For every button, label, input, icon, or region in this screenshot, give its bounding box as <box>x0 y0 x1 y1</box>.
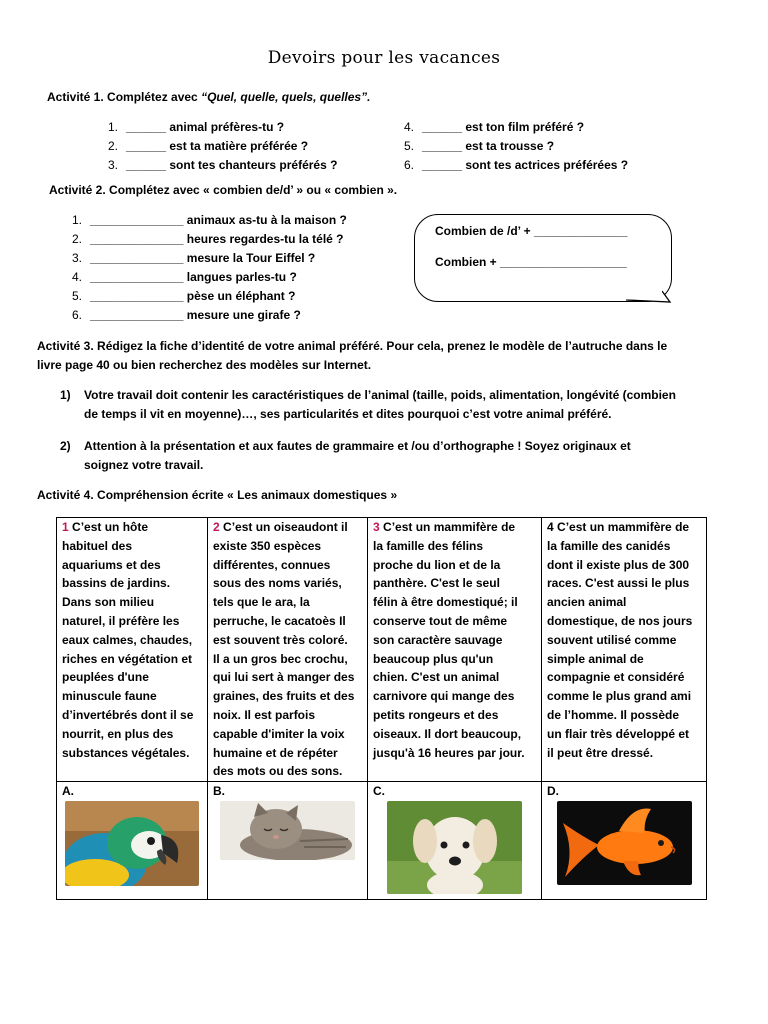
parrot-photo <box>65 801 199 886</box>
item-number: 2. <box>107 139 118 153</box>
activity1-heading <box>47 90 370 104</box>
kitten-photo <box>220 801 355 860</box>
cell-line: C’est un hôte <box>72 520 149 534</box>
item-text: ______ est ta trousse ? <box>422 139 555 153</box>
list-item <box>392 139 628 158</box>
cell-line: souvent utilisé comme <box>547 632 677 647</box>
picture-cell <box>57 782 208 900</box>
cell-line: panthère. C'est le seul <box>373 576 500 591</box>
item-number: 3. <box>71 251 82 265</box>
cell-line: minuscule faune <box>62 689 157 704</box>
activity3-heading-line1: Activité 3. Rédigez la fiche d’identité de votre animal préféré. Pour cela, prenez le modèle de l’autruche dans le <box>37 339 668 353</box>
item-text: ______________ heures regardes-tu la télé ? <box>90 232 344 246</box>
cell-line: habituel des <box>62 538 133 553</box>
cell-line: Dans son milieu <box>62 595 155 610</box>
item-text: ______ est ton film préféré ? <box>422 120 585 134</box>
list-item <box>96 158 337 177</box>
cell-line: bassins de jardins. <box>62 576 171 591</box>
item-text: ______ sont tes chanteurs préférés ? <box>126 158 338 172</box>
item-text: ______________ pèse un éléphant ? <box>90 289 296 303</box>
cell-line: oiseaux. Il dort beaucoup, <box>373 726 522 741</box>
cell-line: chien. C'est un animal <box>373 670 500 685</box>
cell-line: carnivore qui mange des <box>373 689 515 704</box>
activity4-heading: Activité 4. Compréhension écrite « Les animaux domestiques » <box>37 488 398 502</box>
picture-letter: B. <box>213 784 225 799</box>
activity2-heading: Activité 2. Complétez avec « combien de/d’ » ou « combien ». <box>49 183 398 197</box>
item-number: 2. <box>71 232 82 246</box>
activity3-point2 <box>84 437 744 475</box>
animals-table <box>56 517 707 900</box>
picture-letter: D. <box>547 784 559 799</box>
activity3-heading-line2: livre page 40 ou bien recherchez des modèles sur Internet. <box>37 358 372 372</box>
item-number: 6. <box>403 158 414 172</box>
cell-number: 4 <box>547 520 554 534</box>
cell-line: graines, des fruits et des <box>213 689 355 704</box>
description-cell <box>542 518 707 782</box>
cell-line: conserve tout de même <box>373 613 508 628</box>
cell-line: qui lui sert à manger des <box>213 670 355 685</box>
cell-line: il peut être dressé. <box>547 745 654 760</box>
cell-line: beaucoup plus qu'un <box>373 651 494 666</box>
list-item <box>60 251 347 270</box>
list-item <box>392 120 628 139</box>
item-number: 1. <box>71 213 82 227</box>
list-item <box>60 213 347 232</box>
item-text: ______________ mesure la Tour Eiffel ? <box>90 251 316 265</box>
cell-line: substances végétales. <box>62 745 190 760</box>
cell-line: Il a un gros bec crochu, <box>213 651 348 666</box>
cell-line: existe 350 espèces <box>213 538 322 553</box>
cell-line: des mots ou des sons. <box>213 764 343 779</box>
bubble-line-2: Combien + ___________________ <box>435 255 627 269</box>
activity1-right-list <box>392 120 628 177</box>
picture-row <box>57 782 707 900</box>
picture-cell <box>542 782 707 900</box>
cell-line: jusqu'à 16 heures par jour. <box>373 745 525 760</box>
item-number: 5. <box>403 139 414 153</box>
item-number: 6. <box>71 308 82 322</box>
description-cell <box>208 518 368 782</box>
item-number: 4. <box>71 270 82 284</box>
activity1-heading-italic: “Quel, quelle, quels, quelles”. <box>201 90 371 104</box>
cell-line: compagnie et considéré <box>547 670 685 685</box>
activity3-point1-line2: de temps il vit en moyenne)…, ses particularités et dites pourquoi c’est votre animal préféré. <box>84 407 612 421</box>
cell-line: humaine et de répéter <box>213 745 338 760</box>
picture-cell <box>368 782 542 900</box>
cell-line: C’est un mammifère de <box>557 520 690 534</box>
cell-line: nourrit, en plus des <box>62 726 174 741</box>
list-item <box>60 232 347 251</box>
cell-number: 1 <box>62 520 69 534</box>
list-item <box>60 289 347 308</box>
cell-line: son caractère sauvage <box>373 632 503 647</box>
description-row <box>57 518 707 782</box>
picture-letter: A. <box>62 784 74 799</box>
cell-line: comme le plus grand ami <box>547 689 692 704</box>
item-text: ______ est ta matière préférée ? <box>126 139 309 153</box>
activity3-point2-line1: Attention à la présentation et aux fautes de grammaire et /ou d’orthographe ! Soyez originaux et <box>84 439 631 453</box>
cell-line: riches en végétation et <box>62 651 193 666</box>
cell-line: petits rongeurs et des <box>373 707 499 722</box>
cell-line: la famille des félins <box>373 538 484 553</box>
item-text: ______________ langues parles-tu ? <box>90 270 297 284</box>
cell-line: est souvent très coloré. <box>213 632 348 647</box>
cell-line: simple animal de <box>547 651 644 666</box>
picture-cell <box>208 782 368 900</box>
speech-bubble-tail <box>600 290 680 312</box>
item-number: 5. <box>71 289 82 303</box>
cell-line: C’est un oiseaudont il <box>223 520 348 534</box>
cell-line: aquariums et des <box>62 557 161 572</box>
cell-line: races. C'est aussi le plus <box>547 576 690 591</box>
list-item <box>60 270 347 289</box>
description-cell <box>57 518 208 782</box>
cell-line: eaux calmes, chaudes, <box>62 632 193 647</box>
activity3-point1-number: 1) <box>60 388 71 402</box>
item-text: ______________ mesure une girafe ? <box>90 308 301 322</box>
item-number: 4. <box>403 120 414 134</box>
item-number: 3. <box>107 158 118 172</box>
activity3-heading <box>37 337 737 375</box>
cell-line: ancien animal <box>547 595 627 610</box>
cell-line: proche du lion et de la <box>373 557 501 572</box>
activity3-point2-number: 2) <box>60 439 71 453</box>
cell-line: C’est un mammifère de <box>383 520 516 534</box>
cell-line: un flair très développé et <box>547 726 690 741</box>
puppy-photo <box>387 801 522 894</box>
item-text: ______________ animaux as-tu à la maison ? <box>90 213 347 227</box>
item-text: ______ animal préfères-tu ? <box>126 120 285 134</box>
cell-line: noix. Il est parfois <box>213 707 316 722</box>
goldfish-photo <box>557 801 692 885</box>
item-number: 1. <box>107 120 118 134</box>
list-item <box>96 139 337 158</box>
cell-line: peuplées d'une <box>62 670 149 685</box>
cell-line: domestique, de nos jours <box>547 613 693 628</box>
activity3-point2-line2: soignez votre travail. <box>84 458 204 472</box>
description-cell <box>368 518 542 782</box>
cell-line: la famille des canidés <box>547 538 671 553</box>
list-item <box>392 158 628 177</box>
cell-line: dont il existe plus de 300 <box>547 557 690 572</box>
activity1-heading-text: Activité 1. Complétez avec <box>47 90 202 104</box>
activity2-list <box>60 213 347 327</box>
picture-letter: C. <box>373 784 385 799</box>
cell-line: capable d'imiter la voix <box>213 726 345 741</box>
cell-number: 2 <box>213 520 220 534</box>
activity1-left-list <box>96 120 337 177</box>
cell-line: perruche, le cacatoès Il <box>213 613 346 628</box>
cell-line: naturel, il préfère les <box>62 613 180 628</box>
cell-line: sous des noms variés, <box>213 576 342 591</box>
cell-line: différentes, connues <box>213 557 331 572</box>
page-title: Devoirs pour les vacances <box>267 48 501 68</box>
cell-line: félin à être domestiqué; il <box>373 595 518 610</box>
cell-line: tels que le ara, la <box>213 595 310 610</box>
list-item <box>60 308 347 327</box>
cell-line: d’invertébrés dont il se <box>62 707 194 722</box>
cell-line: de l’homme. Il possède <box>547 707 680 722</box>
activity3-point1 <box>84 386 744 424</box>
list-item <box>96 120 337 139</box>
bubble-line-1: Combien de /d’ + ______________ <box>435 224 628 238</box>
activity3-point1-line1: Votre travail doit contenir les caractéristiques de l’animal (taille, poids, alimentation, longévité (combien <box>84 388 676 402</box>
item-text: ______ sont tes actrices préférées ? <box>422 158 629 172</box>
cell-number: 3 <box>373 520 380 534</box>
